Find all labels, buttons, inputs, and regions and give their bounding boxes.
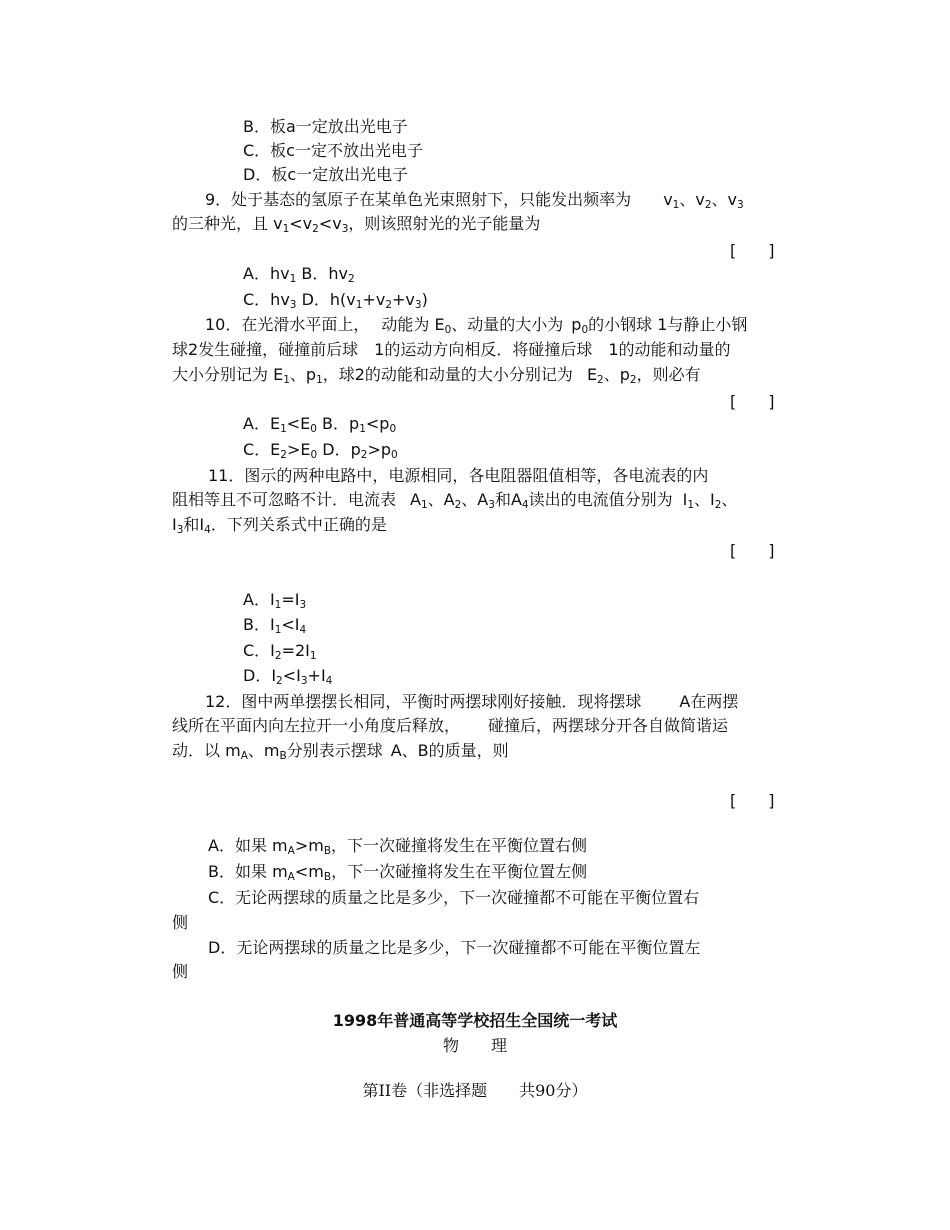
q12-option-c-line1: C．无论两摆球的质量之比是多少，下一次碰撞都不可能在平衡位置右 [208,888,700,907]
q12-stem-line1: 12．图中两单摆摆长相同，平衡时两摆球刚好接触．现将摆球 A在两摆 [205,692,739,711]
q9-answer-bracket: [ ] [730,241,775,260]
q12-option-b: B．如果 $m_A<m_B$，下一次碰撞将发生在平衡位置左侧 [208,862,588,883]
q11-stem-line2: 阻相等且不可忽略不计．电流表 $A_1$、$A_2$、$A_3$和$A_4$读出的电流值分别为 $I_1$、$I_2$、 [172,490,738,511]
q9-stem-line1: 9．处于基态的氢原子在某单色光束照射下，只能发出频率为 $v_1$、$v_2$、$v_3$ [205,190,744,211]
q12-answer-bracket: [ ] [730,791,775,810]
q8-option-b: B．板a一定放出光电子 [243,117,408,136]
q10-stem-line3: 大小分别记为 $E_1$、$p_1$，球2的动能和动量的大小分别记为 $E_2$、$p_2$，则必有 [172,365,701,386]
q10-stem-line2: 球2发生碰撞，碰撞前后球 1的运动方向相反．将碰撞后球 1的动能和动量的 [172,340,731,359]
section-title: 第II卷（非选择题 共90分） [362,1081,588,1100]
q8-option-c: C．板c一定不放出光电子 [243,141,423,160]
subject-title: 物 理 [442,1036,507,1055]
q12-option-a: A．如果 $m_A>m_B$，下一次碰撞将发生在平衡位置右侧 [208,836,588,857]
q9-options-cd: C．$hv_3$ D．$h(v_1+v_2+v_3)$ [243,290,428,311]
q10-options-ab: A．$E_1<E_0$ B．$p_1<p_0$ [243,414,397,435]
q9-stem-line2: 的三种光，且 $v_1<v_2<v_3$，则该照射光的光子能量为 [172,214,541,235]
q9-options-ab: A．$hv_1$ B．$hv_2$ [243,264,355,285]
q11-option-d: D．$I_2<I_3+I_4$ [243,666,333,687]
q12-stem-line2: 线所在平面内向左拉开一小角度后释放， 碰撞后，两摆球分开各自做简谐运 [172,716,729,735]
q12-option-d-line2: 侧 [172,962,189,981]
q11-option-a: A．$I_1=I_3$ [243,590,307,611]
q11-option-b: B．$I_1<I_4$ [243,615,307,636]
exam-title: 1998年普通高等学校招生全国统一考试 [332,1011,618,1030]
q11-answer-bracket: [ ] [730,541,775,560]
q12-option-d-line1: D．无论两摆球的质量之比是多少，下一次碰撞都不可能在平衡位置左 [208,938,701,957]
q11-stem-line1: 11．图示的两种电路中，电源相同，各电阻器阻值相等，各电流表的内 [208,466,709,485]
q8-option-d: D．板c一定放出光电子 [243,165,409,184]
q11-option-c: C．$I_2=2I_1$ [243,641,317,662]
q10-options-cd: C．$E_2>E_0$ D．$p_2>p_0$ [243,440,398,461]
q10-answer-bracket: [ ] [730,392,775,411]
q12-stem-line3: 动．以 $m_A$、$m_B$分别表示摆球 A、B的质量，则 [172,741,509,762]
q12-option-c-line2: 侧 [172,913,189,932]
q11-stem-line3: $I_3$和$I_4$．下列关系式中正确的是 [172,515,387,536]
q10-stem-line1: 10．在光滑水平面上， 动能为 $E_0$、动量的大小为 $p_0$的小钢球 1与静止小钢 [205,315,748,336]
